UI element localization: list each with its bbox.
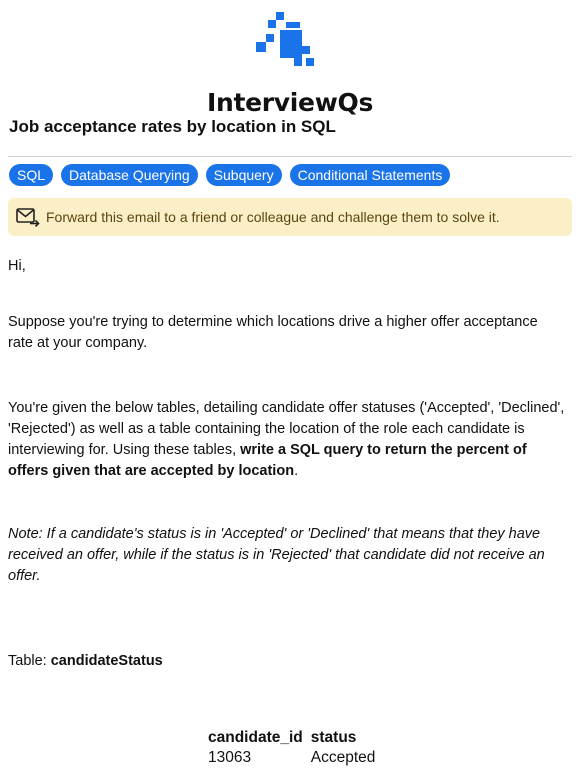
table-row [204, 748, 379, 768]
cell-candidate-id: 13063 [208, 749, 252, 766]
task-text: You're given the below tables, detailing candidate offer statuses ('Accepted', 'Declined', 'Rejected') as well as a table containing the location of the role each candidate is interviewing for. Using these tables, [8, 400, 565, 458]
mail-forward-icon [16, 207, 40, 227]
greeting: Hi, [8, 258, 26, 274]
interviewqs-logo-icon [254, 12, 326, 72]
forward-banner[interactable] [8, 198, 572, 236]
task-end: . [294, 463, 299, 479]
candidate-status-table [204, 728, 379, 768]
tag-sql[interactable]: SQL [9, 164, 53, 186]
tag-database-querying[interactable]: Database Querying [61, 164, 198, 186]
note-paragraph: Note: If a candidate's status is in 'Accepted' or 'Declined' that means that they have received an offer, while if the status is in 'Rejected' that candidate did not receive an offer. [8, 526, 545, 584]
table-header-row [204, 728, 379, 748]
tag-list [9, 164, 450, 186]
task-paragraph [8, 398, 566, 482]
tag-conditional-statements[interactable]: Conditional Statements [290, 164, 451, 186]
cell-status: Accepted [310, 749, 376, 766]
table-label [8, 651, 566, 672]
tag-subquery[interactable]: Subquery [206, 164, 282, 186]
page-title: Job acceptance rates by location in SQL [9, 117, 336, 136]
task-emphasis: write a SQL query to return the percent of offers given that are accepted by location [8, 442, 527, 479]
column-header-status: status [310, 729, 357, 746]
brand-logo[interactable] [0, 12, 580, 117]
forward-banner-text: Forward this email to a friend or colleague and challenge them to solve it. [46, 209, 500, 225]
column-header-candidate-id: candidate_id [208, 729, 303, 746]
brand-name: InterviewQs [206, 88, 374, 117]
table-name: candidateStatus [50, 653, 163, 669]
table-label-prefix: Table: [8, 653, 51, 669]
intro-paragraph: Suppose you're trying to determine which locations drive a higher offer acceptance rate at your company. [8, 314, 538, 351]
divider [8, 156, 572, 157]
